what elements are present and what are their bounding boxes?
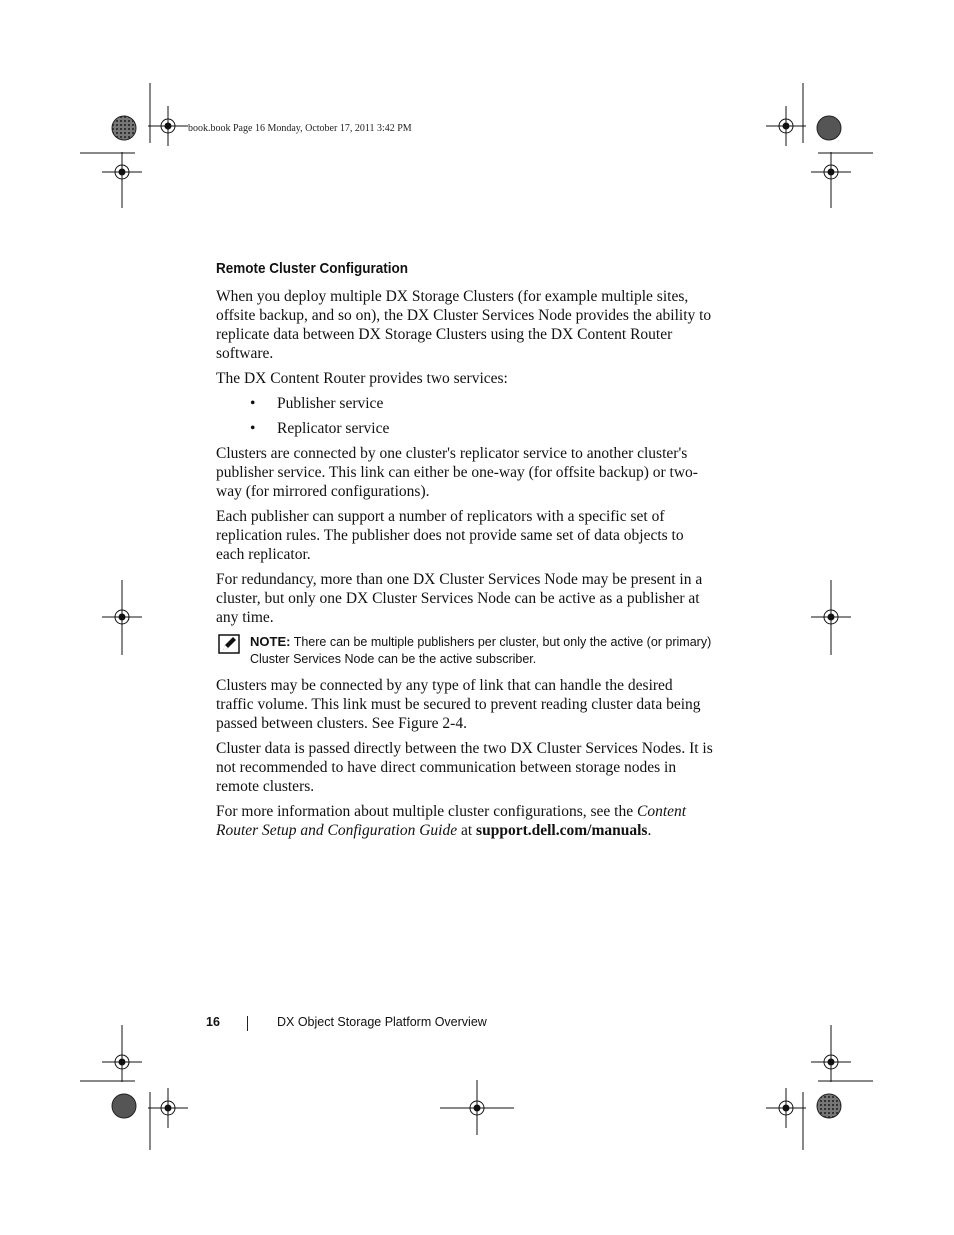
registration-mark-icon <box>148 106 188 146</box>
print-header-slug: book.book Page 16 Monday, October 17, 2011 3:42 PM <box>188 123 412 134</box>
registration-mark-icon <box>148 1088 188 1128</box>
registration-mark-icon <box>811 152 851 192</box>
list-item-label: Replicator service <box>277 420 390 437</box>
paragraph: Clusters may be connected by any type of link that can handle the desired traffic volume. This link must be secured to prevent reading cluster data being passed between clusters. See Figure 2-4. <box>216 677 701 732</box>
color-target-icon <box>112 1094 136 1118</box>
color-target-icon <box>817 116 841 140</box>
text-run: . <box>647 822 652 839</box>
paragraph: Each publisher can support a number of replicators with a specific set of replication rules. The publisher does not provide same set of data objects to each replicator. <box>216 508 684 563</box>
registration-mark-icon <box>102 152 142 192</box>
paragraph: The DX Content Router provides two services: <box>216 370 508 387</box>
registration-mark-icon <box>457 1088 497 1128</box>
services-list <box>216 394 714 438</box>
registration-mark-icon <box>811 597 851 637</box>
registration-mark-icon <box>766 106 806 146</box>
note-callout <box>216 633 714 668</box>
guide-title: Content Router Setup and Configuration Guide <box>216 803 687 839</box>
paragraph: Clusters are connected by one cluster's replicator service to another cluster's publisher service. This link can either be one-way (for offsite backup) or two-way (for mirrored configurations). <box>216 445 698 500</box>
registration-mark-icon <box>766 1088 806 1128</box>
paragraph: Cluster data is passed directly between the two DX Cluster Services Nodes. It is not recommended to have direct communication between storage nodes in remote clusters. <box>216 740 713 795</box>
footer-divider <box>247 1016 248 1031</box>
bullet-icon: • <box>250 420 256 437</box>
paragraph <box>216 802 714 840</box>
registration-mark-icon <box>811 1042 851 1082</box>
support-link[interactable]: support.dell.com/manuals <box>476 822 648 839</box>
bullet-icon: • <box>250 395 256 412</box>
note-pencil-icon <box>218 634 240 654</box>
note-label: NOTE: <box>250 634 291 649</box>
text-run: For more information about multiple cluster configurations, see the <box>216 803 637 820</box>
text-run: at <box>457 822 477 839</box>
registration-mark-icon <box>102 1042 142 1082</box>
paragraph: For redundancy, more than one DX Cluster Services Node may be present in a cluster, but only one DX Cluster Services Node can be active as a publisher at any time. <box>216 571 703 626</box>
registration-mark-icon <box>102 597 142 637</box>
section-heading: Remote Cluster Configuration <box>216 260 409 277</box>
page-content <box>216 259 714 846</box>
paragraph: When you deploy multiple DX Storage Clusters (for example multiple sites, offsite backup, and so on), the DX Cluster Services Node provides the ability to replicate data between DX Storage Clusters using the DX Content Router software. <box>216 288 712 362</box>
color-target-icon <box>112 116 136 140</box>
chapter-title: DX Object Storage Platform Overview <box>277 1015 487 1029</box>
list-item-label: Publisher service <box>277 395 384 412</box>
list-item <box>216 419 714 438</box>
color-target-icon <box>817 1094 841 1118</box>
note-text: There can be multiple publishers per cluster, but only the active (or primary) Cluster Services Node can be the active subscriber. <box>250 635 712 666</box>
list-item <box>216 394 714 413</box>
page-number: 16 <box>206 1015 220 1029</box>
